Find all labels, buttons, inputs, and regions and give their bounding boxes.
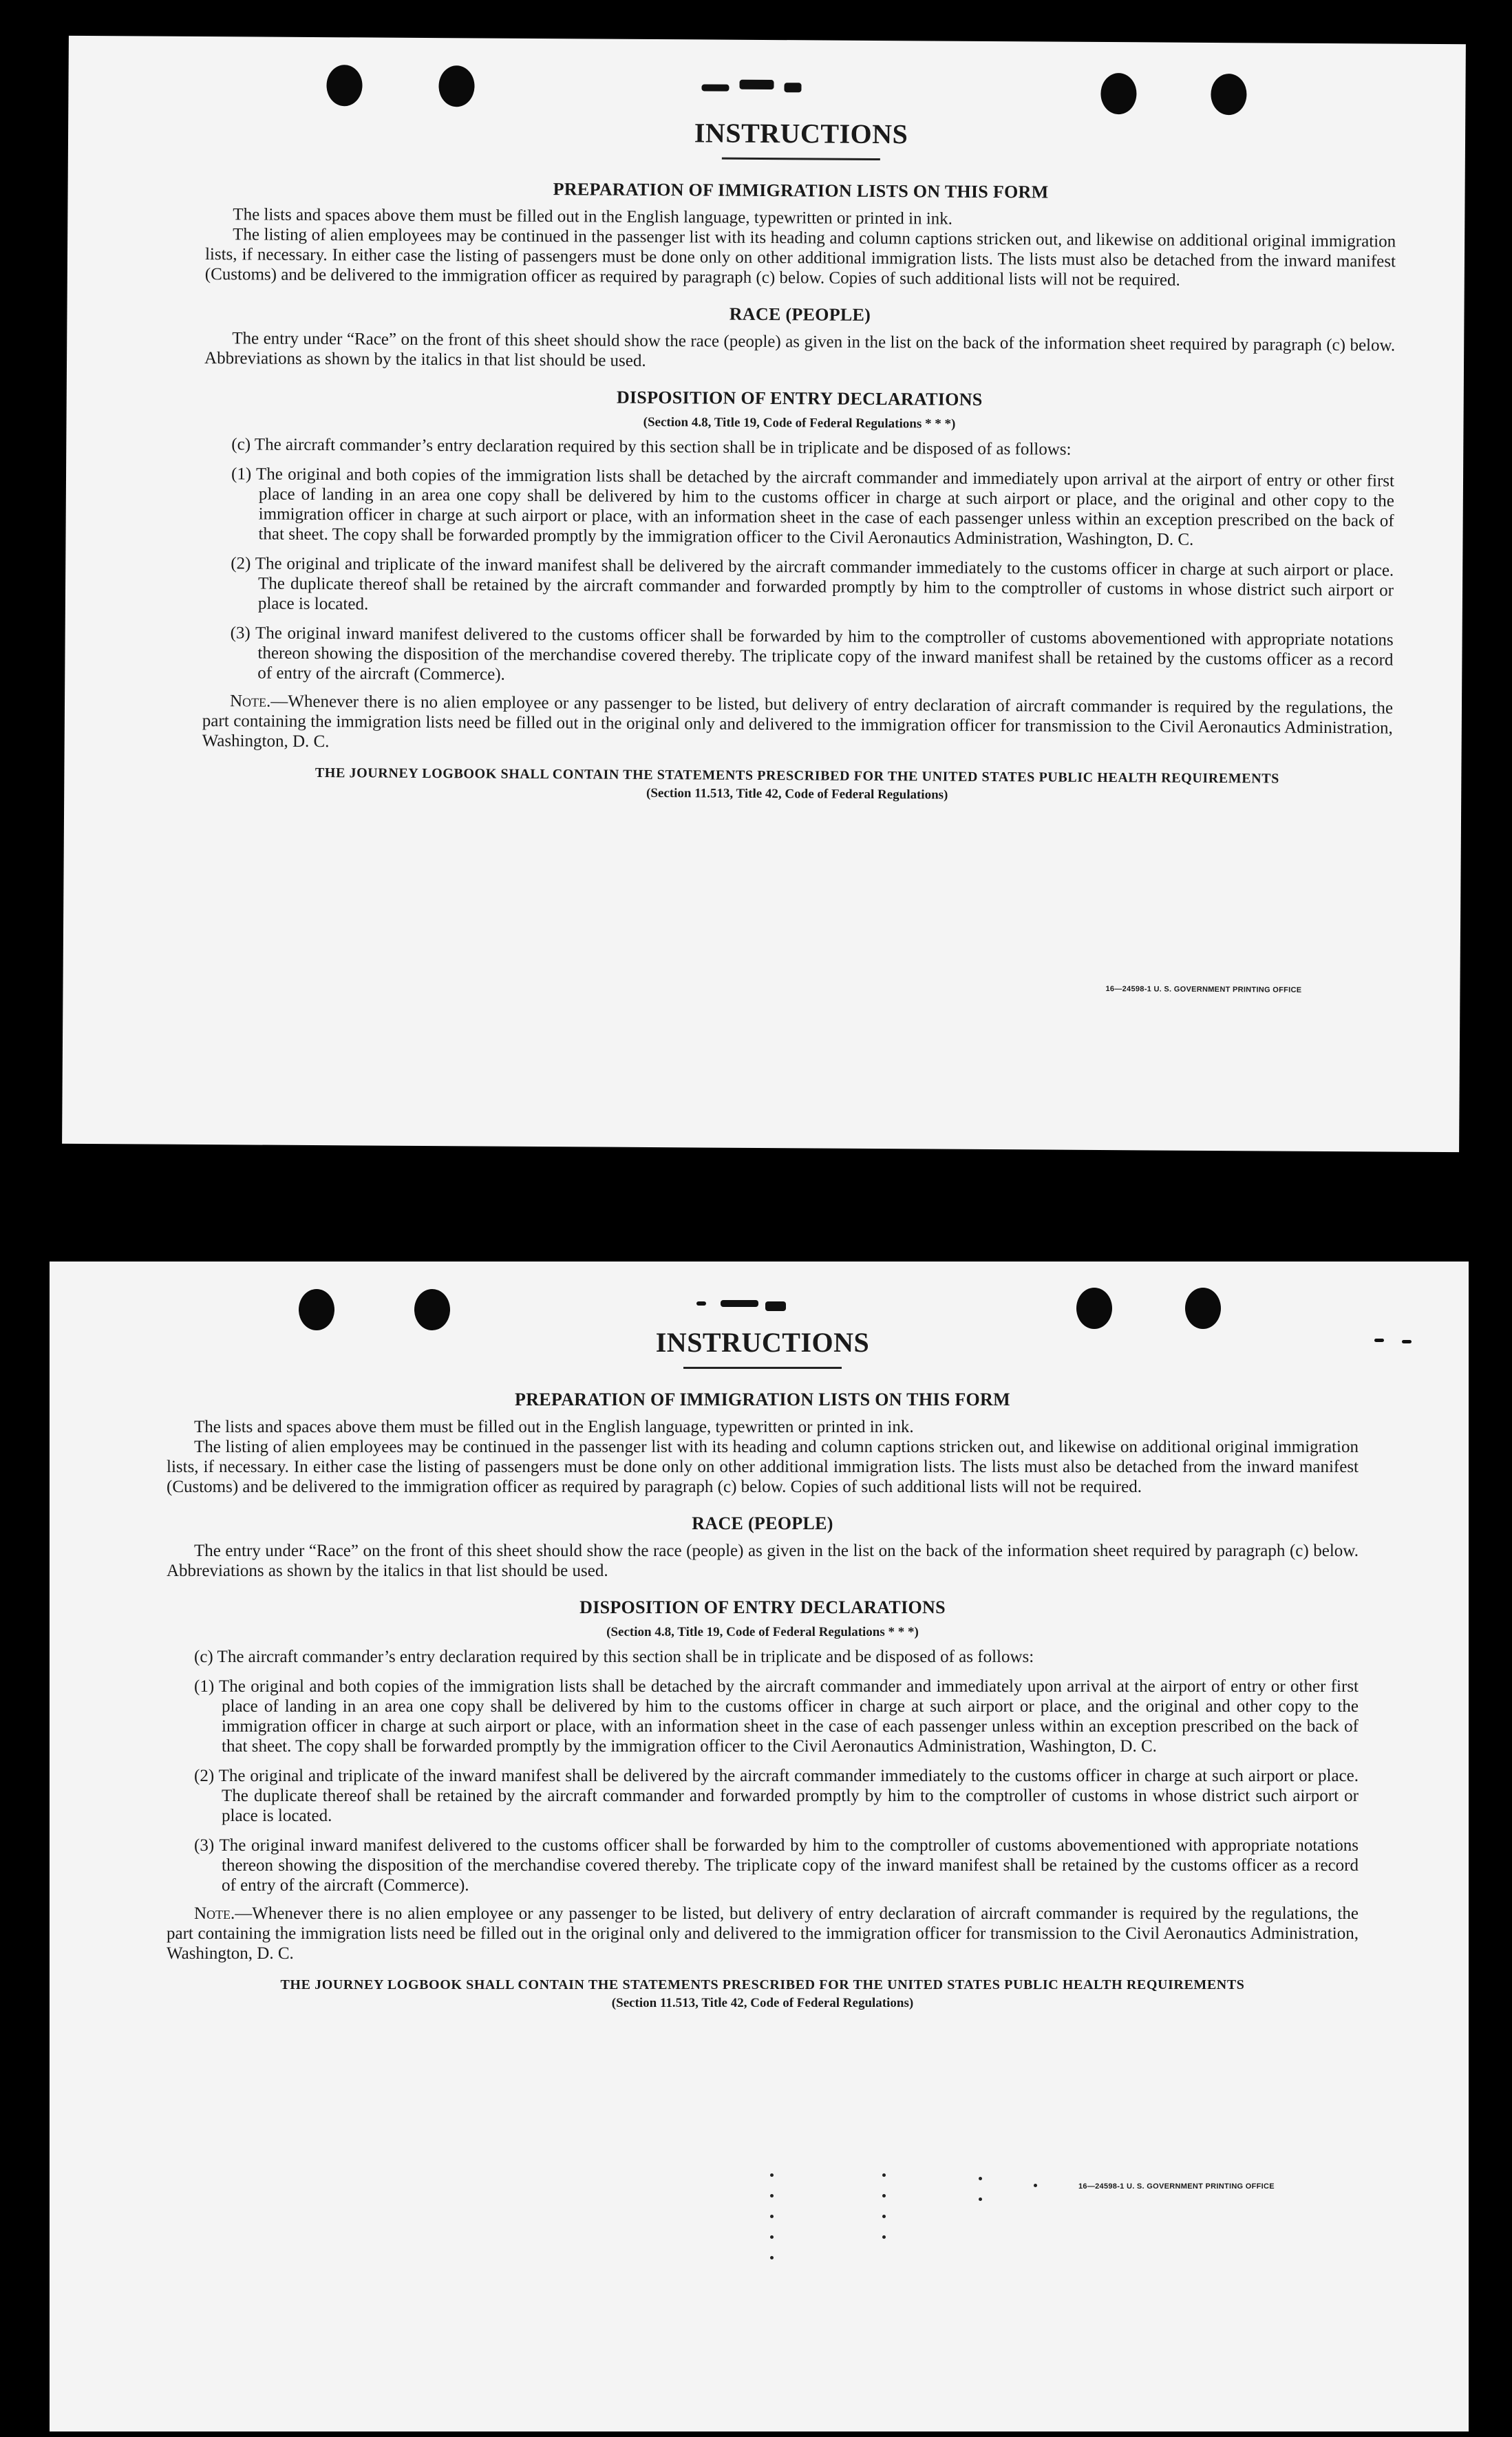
section-heading-race: RACE (PEOPLE) (729, 304, 871, 325)
punch-hole (438, 65, 474, 107)
paragraph: The listing of alien employees may be continued in the passenger list with its heading and column captions stricken out, and likewise on additional original immigration lists, if necessary. In either case the listing of passengers must be done only on other additional immigration lists. The lists must also be detached from the inward manifest (Customs) and be delivered to the immigration officer as required by paragraph (c) below. Copies of such additional lists will not be required. (167, 1438, 1359, 1496)
page-title: INSTRUCTIONS (655, 1327, 870, 1358)
speck (882, 2173, 886, 2177)
note-label: Note. (229, 692, 271, 711)
speck (770, 2235, 774, 2239)
ink-smudge (784, 83, 801, 92)
ink-smudge (701, 84, 729, 91)
punch-hole (1185, 1288, 1221, 1329)
logbook-citation: (Section 11.513, Title 42, Code of Federal Regulations) (646, 785, 948, 802)
speck (770, 2256, 774, 2259)
punch-hole (326, 65, 362, 106)
note-paragraph (167, 1904, 1359, 1964)
logbook-statement: THE JOURNEY LOGBOOK SHALL CONTAIN THE STATEMENTS PRESCRIBED FOR THE UNITED STATES PUBLIC HEALTH REQUIREMENTS (315, 765, 1279, 787)
note-text: —Whenever there is no alien employee or any passenger to be listed, but delivery of entry declaration of aircraft commander is required by the regulations, the part containing the immigration lists need be filled out in the original only and delivered to the immigration officer for transmission to the Civil Aeronautics Administration, Washington, D. C. (167, 1904, 1359, 1963)
section-heading-preparation: PREPARATION OF IMMIGRATION LISTS ON THIS FORM (553, 179, 1049, 202)
logbook-citation: (Section 11.513, Title 42, Code of Federal Regulations) (611, 1996, 914, 2010)
paragraph: The entry under “Race” on the front of this sheet should show the race (people) as given in the list on the back of the information sheet required by paragraph (c) below. Abbreviations as shown by the italics in that list should be used. (204, 329, 1396, 370)
list-item: (3) The original inward manifest delivered to the customs officer shall be forwarded by him to the comptroller of customs abovementioned with appropriate notations thereon showing the disposition of the merchandise covered thereby. The triplicate copy of the inward manifest shall be retained by the customs officer as a record of entry of the aircraft (Commerce). (194, 1836, 1359, 1895)
section-heading-disposition: DISPOSITION OF ENTRY DECLARATIONS (579, 1597, 946, 1617)
regulation-citation: (Section 4.8, Title 19, Code of Federal Regulations * * *) (606, 1625, 919, 1639)
list-item: (1) The original and both copies of the immigration lists shall be detached by the aircraft commander and immediately upon arrival at the airport of entry or other first place of landing in an area one copy shall be delivered by him to the customs officer in charge at such airport or place, and the original and other copy to the immigration officer in charge at such airport or place, with an information sheet in the case of each passenger unless within an exception prescribed on the back of that sheet. The copy shall be forwarded promptly by the immigration officer to the Civil Aeronautics Administration, Washington, D. C. (194, 1677, 1359, 1756)
speck (770, 2215, 774, 2218)
punch-hole (1076, 1288, 1112, 1329)
paragraph: The listing of alien employees may be continued in the passenger list with its heading and column captions stricken out, and likewise on additional original immigration lists, if necessary. In either case the listing of passengers must be done only on other additional immigration lists. The lists must also be detached from the inward manifest (Customs) and be delivered to the immigration officer as required by paragraph (c) below. Copies of such additional lists will not be required. (204, 225, 1396, 290)
punch-hole (1211, 74, 1246, 115)
note-text: —Whenever there is no alien employee or any passenger to be listed, but delivery of entry declaration of aircraft commander is required by the regulations, the part containing the immigration lists need be filled out in the original only and delivered to the immigration officer for transmission to the Civil Aeronautics Administration, Washington, D. C. (202, 692, 1394, 752)
speck (882, 2235, 886, 2239)
regulation-citation: (Section 4.8, Title 19, Code of Federal Regulations * * *) (643, 414, 956, 432)
speck (979, 2197, 982, 2201)
list-item: (2) The original and triplicate of the inward manifest shall be delivered by the aircraft commander immediately to the customs officer in charge at such airport or place. The duplicate thereof shall be retained by the aircraft commander and forwarded promptly by him to the comptroller of customs in whose district such airport or place is located. (231, 554, 1394, 614)
ink-smudge (739, 80, 774, 89)
logbook-statement: THE JOURNEY LOGBOOK SHALL CONTAIN THE STATEMENTS PRESCRIBED FOR THE UNITED STATES PUBLIC HEALTH REQUIREMENTS (280, 1977, 1245, 1992)
punch-hole (414, 1289, 450, 1330)
instruction-sheet-bottom (50, 1262, 1469, 2431)
punch-hole (299, 1289, 334, 1330)
section-heading-disposition: DISPOSITION OF ENTRY DECLARATIONS (616, 387, 983, 409)
instructions-body (50, 1326, 1469, 2011)
paragraph: The lists and spaces above them must be filled out in the English language, typewritten or printed in ink. (194, 1418, 914, 1436)
section-heading-preparation: PREPARATION OF IMMIGRATION LISTS ON THIS FORM (515, 1390, 1010, 1409)
instruction-sheet-top (62, 36, 1466, 1152)
paragraph-c: (c) The aircraft commander’s entry declaration required by this section shall be in triplicate and be disposed of as follows: (194, 1648, 1034, 1666)
section-heading-race: RACE (PEOPLE) (692, 1513, 833, 1533)
instructions-body (64, 113, 1465, 806)
list-item: (3) The original inward manifest delivered to the customs officer shall be forwarded by him to the comptroller of customs abovementioned with appropriate notations thereon showing the disposition of the merchandise covered thereby. The triplicate copy of the inward manifest shall be retained by the customs officer as a record of entry of the aircraft (Commerce). (230, 624, 1394, 684)
speck (979, 2177, 982, 2180)
speck (770, 2173, 774, 2177)
paragraph-c: (c) The aircraft commander’s entry declaration required by this section shall be in triplicate and be disposed of as follows: (231, 435, 1072, 459)
paragraph: The lists and spaces above them must be filled out in the English language, typewritten or printed in ink. (233, 205, 953, 228)
punch-hole (1100, 73, 1136, 114)
list-item: (1) The original and both copies of the immigration lists shall be detached by the aircraft commander and immediately upon arrival at the airport of entry or other first place of landing in an area one copy shall be delivered by him to the customs officer in charge at such airport or place, and the original and other copy to the immigration officer in charge at such airport or place, with an information sheet in the case of each passenger unless within an exception prescribed on the back of that sheet. The copy shall be forwarded promptly by the immigration officer to the Civil Aeronautics Administration, Washington, D. C. (231, 465, 1395, 549)
printer-imprint: 16—24598-1 U. S. GOVERNMENT PRINTING OFFICE (1105, 985, 1302, 994)
list-item: (2) The original and triplicate of the inward manifest shall be delivered by the aircraft commander immediately to the customs officer in charge at such airport or place. The duplicate thereof shall be retained by the aircraft commander and forwarded promptly by him to the comptroller of customs in whose district such airport or place is located. (194, 1767, 1359, 1825)
note-paragraph (202, 691, 1393, 758)
page-title: INSTRUCTIONS (694, 117, 908, 150)
ink-smudge (696, 1301, 706, 1306)
ink-smudge (721, 1300, 758, 1307)
title-rule (722, 158, 880, 160)
ink-smudge (765, 1301, 786, 1311)
title-rule (683, 1367, 842, 1369)
speck (882, 2215, 886, 2218)
paragraph: The entry under “Race” on the front of this sheet should show the race (people) as given in the list on the back of the information sheet required by paragraph (c) below. Abbreviations as shown by the italics in that list should be used. (167, 1542, 1359, 1580)
speck (770, 2194, 774, 2197)
speck (882, 2194, 886, 2197)
printer-imprint: 16—24598-1 U. S. GOVERNMENT PRINTING OFFICE (1078, 2182, 1275, 2191)
speck (1034, 2184, 1037, 2187)
note-label: Note. (194, 1904, 235, 1923)
